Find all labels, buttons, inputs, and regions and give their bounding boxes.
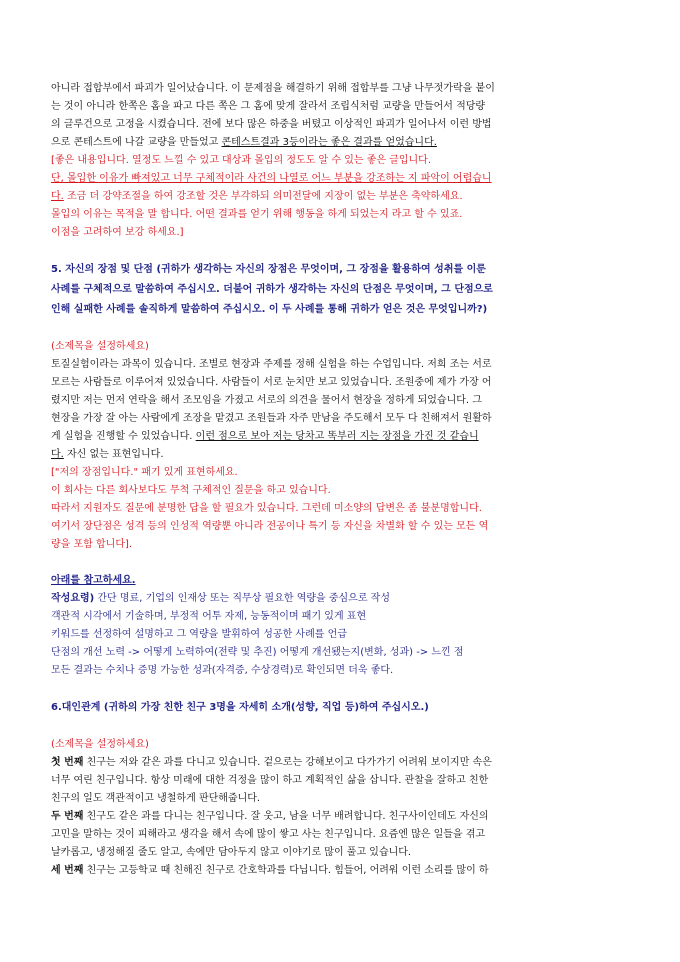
answer-line: 세 번째 친구는 고등학교 때 친해진 친구로 간호학과를 다닙니다. 힘들어, 어려워 이런 소리를 많이 하	[51, 865, 489, 876]
answer-line: 렸지만 저는 먼저 연락을 해서 조모임을 가졌고 서로의 의견을 물어서 현장을 정하게 되었습니다. 그	[51, 395, 482, 406]
feedback-line: 여기서 장단점은 성격 등의 인성적 역량뿐 아니라 전공이나 특기 등 자신을 차별화 할 수 있는 모든 역	[51, 521, 489, 532]
guide-line: 모든 결과는 수치나 증명 가능한 성과(자격증, 수상경력)로 확인되면 더욱 좋다.	[51, 665, 394, 676]
subtitle-prompt: (소제목을 설정하세요)	[51, 341, 149, 352]
writing-guide	[51, 572, 631, 680]
feedback-line: 량을 포함 합니다].	[51, 539, 133, 550]
guide-label: 작성요령)	[51, 593, 95, 604]
answer-line: 현장을 가장 잘 아는 사람에게 조장을 맡겼고 조원들과 자주 만남을 주도해서 모두 다 친해져서 원활하	[51, 413, 492, 424]
friend-label: 두 번째	[51, 811, 84, 822]
intro-line: 아니라 접합부에서 파괴가 일어났습니다. 이 문제점을 해결하기 위해 접합부를 그냥 나무젓가락을 붙이	[51, 83, 495, 94]
answer-line: 게 실험을 진행할 수 있었습니다. 이런 점으로 보아 저는 당차고 똑부러 지는 장점을 가진 것 같습니	[51, 431, 479, 442]
intro-last-underlined: 콘테스트결과 3등이라는 좋은 결과를 얻었습니다.	[221, 137, 437, 148]
answer-line: 두 번째 친구도 같은 과를 다니는 친구입니다. 잘 웃고, 남을 너무 배려합니다. 친구사이인데도 자신의	[51, 811, 489, 822]
feedback-block-2	[51, 464, 631, 554]
answer-line: 토질실험이라는 과목이 있습니다. 조별로 현장과 주제를 정해 실험을 하는 수업입니다. 저희 조는 서로	[51, 359, 492, 370]
feedback-line: 이점을 고려하여 보강 하세요.]	[51, 227, 184, 238]
guide-line: 객관적 시각에서 기술하며, 부정적 어투 자제, 능동적이며 패기 있게 표현	[51, 611, 367, 622]
intro-line: 는 것이 아니라 한쪽은 홈을 파고 다른 쪽은 그 홈에 맞게 잘라서 조립식처럼 교량을 만들어서 적당량	[51, 101, 486, 112]
question-6: 6.대인관계 (귀하의 가장 친한 친구 3명을 자세히 소개(성향, 직업 등)하여 주십시오.)	[51, 702, 429, 713]
feedback-line: ["저의 장점입니다." 패기 있게 표현하세요.	[51, 467, 238, 478]
feedback-line: [좋은 내용입니다. 열정도 느낄 수 있고 대상과 몰입의 정도도 알 수 있는 좋은 글입니다.	[51, 155, 432, 166]
intro-line: 의 글루건으로 고정을 시켰습니다. 전에 보다 많은 하중을 버텼고 이상적인 파괴가 일어나서 이런 방법	[51, 119, 492, 130]
answer-line: 친구의 일도 객관적이고 냉철하게 판단해줍니다.	[51, 793, 261, 804]
guide-line: 단점의 개선 노력 -> 어떻게 노력하여(전략 및 추진) 어떻게 개선됐는지(변화, 성과) -> 느낀 점	[51, 647, 464, 658]
intro-last-prefix: 으로 콘테스트에 나갈 교량을 만들었고	[51, 137, 222, 148]
friend-label: 세 번째	[51, 865, 84, 876]
guide-heading: 아래를 참고하세요.	[51, 575, 136, 586]
answer-line: 첫 번째 친구는 저와 같은 과를 다니고 있습니다. 겉으로는 강해보이고 다가가기 어려워 보이지만 속은	[51, 757, 492, 768]
intro-line	[51, 134, 631, 152]
answer-line: 날카롭고, 냉정해질 줄도 알고, 속에만 담아두지 않고 이야기로 많이 풀고 있습니다.	[51, 847, 412, 858]
guide-line: 작성요령) 간단 명료, 기업의 인재상 또는 직무상 필요한 역량을 중심으로 작성	[51, 593, 391, 604]
answer-line: 너무 여린 친구입니다. 항상 미래에 대한 걱정을 많이 하고 계획적인 삶을 삽니다. 관찰을 잘하고 친한	[51, 775, 489, 786]
guide-line: 키워드를 선정하여 설명하고 그 역량을 발휘하여 성공한 사례를 언급	[51, 629, 347, 640]
question-5: 5. 자신의 장점 및 단점 (귀하가 생각하는 자신의 장점은 무엇이며, 그 장점을 활용하여 성취를 이룬 사례를 구체적으로 말씀하여 주십시오. 더불어 귀하가 생각하는 자신의 단점은 무엇이며, 그 단점으로 인해 실패한 사례를 솔직하게 말씀하여 주십시오. 이 두 사례를 통해 귀하가 얻은 것은 무엇입니까?)	[51, 264, 493, 315]
answer-line: 모르는 사람들로 이루어져 있었습니다. 사람들이 서로 눈치만 보고 있었습니다. 조원중에 제가 가장 어	[51, 377, 492, 388]
answer-line: 고민을 말하는 것이 피해라고 생각을 해서 속에 많이 쌓고 사는 친구입니다. 요즘엔 많은 일들을 겪고	[51, 829, 486, 840]
friend-label: 첫 번째	[51, 757, 84, 768]
feedback-line: 다. 조금 더 강약조절을 하여 강조할 것은 부각하되 의미전달에 지장이 없는 부분은 축약하세요.	[51, 191, 463, 202]
feedback-line: 따라서 지원자도 질문에 분명한 답을 할 필요가 있습니다. 그런데 미소양의 답변은 좀 불분명합니다.	[51, 503, 482, 514]
feedback-line: 몰입의 이유는 목적을 말 합니다. 어떤 결과를 얻기 위해 행동을 하게 되었는지 라고 할 수 있죠.	[51, 209, 463, 220]
feedback-line: 이 회사는 다른 회사보다도 무척 구체적인 질문을 하고 있습니다.	[51, 485, 331, 496]
answer-line: 다. 자신 없는 표현입니다.	[51, 449, 164, 460]
document-page	[51, 80, 631, 880]
subtitle-prompt: (소제목을 설정하세요)	[51, 739, 149, 750]
feedback-line: 단, 몰입한 이유가 빠져있고 너무 구체적이라 사건의 나열로 어느 부분을 강조하는 지 파악이 어렵습니	[51, 173, 492, 184]
feedback-block-1	[51, 152, 631, 242]
